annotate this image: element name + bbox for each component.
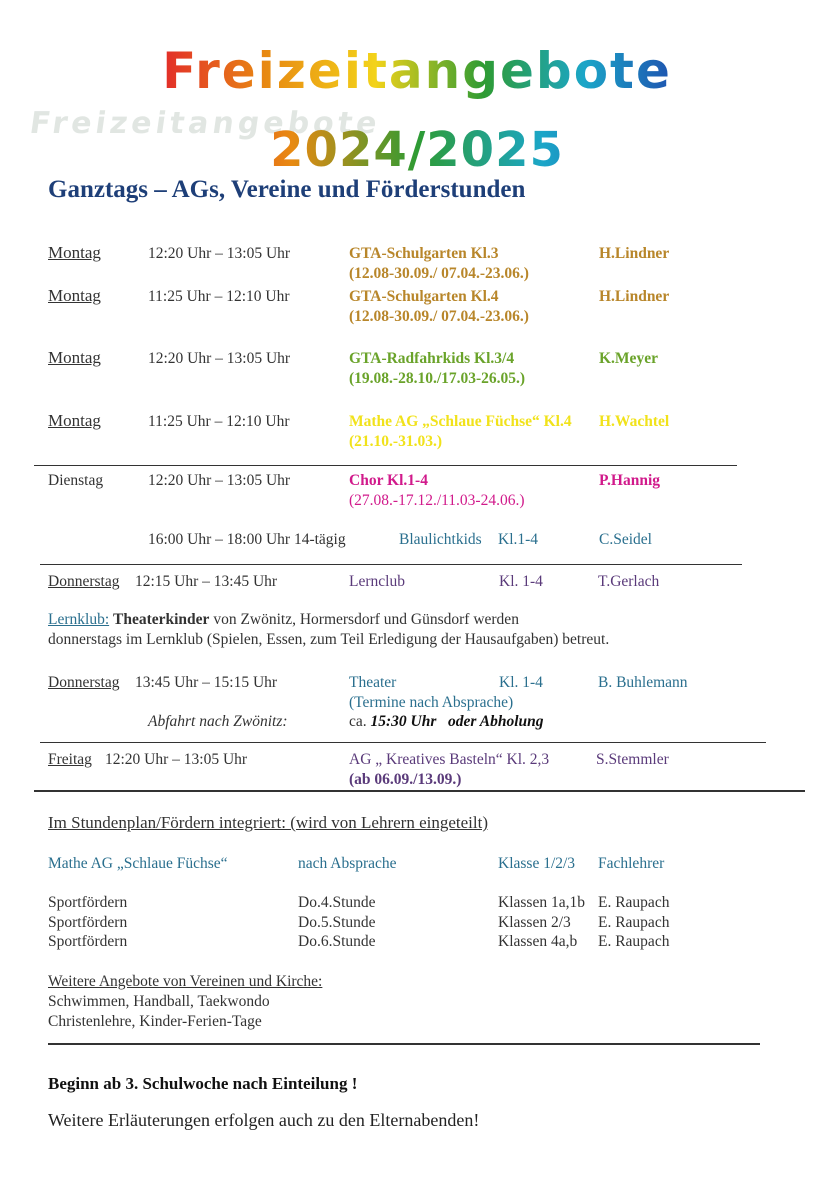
row4-time: 11:25 Uhr – 12:10 Uhr: [148, 413, 290, 430]
row5-time: 12:20 Uhr – 13:05 Uhr: [148, 472, 291, 489]
pickup-alt: oder Abholung: [448, 713, 544, 730]
row9-dates: (ab 06.09./13.09.): [349, 771, 462, 788]
divider: [48, 1043, 760, 1045]
divider: [34, 790, 805, 792]
row5-day: Dienstag: [48, 472, 104, 489]
row8-note: (Termine nach Absprache): [349, 694, 514, 711]
row1-offer: GTA-Schulgarten Kl.3: [349, 245, 499, 262]
row1-day: Montag: [48, 243, 101, 262]
row5-leader: P.Hannig: [599, 472, 661, 489]
row4-offer: Mathe AG „Schlaue Füchse“ Kl.4: [349, 413, 572, 430]
integrated-row-teacher: Fachlehrer: [598, 855, 665, 872]
row8-leader: B. Buhlemann: [598, 674, 688, 691]
integrated-heading: Im Stundenplan/Fördern integriert: (wird von Lehrern eingeteilt): [48, 813, 488, 832]
divider: [40, 742, 766, 743]
divider: [34, 465, 737, 466]
row9-time: 12:20 Uhr – 13:05 Uhr: [105, 751, 248, 768]
row4-dates: (21.10.-31.03.): [349, 433, 442, 450]
integrated-row-name: Sportfördern: [48, 894, 128, 911]
integrated-row-class: Klassen 2/3: [498, 914, 571, 931]
row2-dates: (12.08-30.09./ 07.04.-23.06.): [349, 308, 529, 325]
row7-day: Donnerstag: [48, 573, 120, 590]
row6-leader: C.Seidel: [599, 531, 652, 548]
row3-offer: GTA-Radfahrkids Kl.3/4: [349, 350, 515, 367]
row5-dates: (27.08.-17.12./11.03-24.06.): [349, 492, 525, 509]
row8-day: Donnerstag: [48, 674, 120, 691]
row4-leader: H.Wachtel: [599, 413, 670, 430]
integrated-row-name: Mathe AG „Schlaue Füchse“: [48, 855, 228, 872]
row8-class: Kl. 1-4: [499, 674, 543, 691]
lernklub-note-line2: donnerstags im Lernklub (Spielen, Essen, zum Teil Erledigung der Hausaufgaben) betreut.: [48, 631, 610, 648]
row1-dates: (12.08-30.09./ 07.04.-23.06.): [349, 265, 529, 282]
row3-dates: (19.08.-28.10./17.03-26.05.): [349, 370, 526, 387]
integrated-row-class: Klasse 1/2/3: [498, 855, 576, 872]
row1-time: 12:20 Uhr – 13:05 Uhr: [148, 245, 291, 262]
integrated-row-teacher: E. Raupach: [598, 914, 670, 931]
row6-class: Kl.1-4: [498, 531, 539, 548]
row7-offer: Lernclub: [349, 573, 405, 590]
integrated-row-class: Klassen 1a,1b: [498, 894, 585, 911]
row3-leader: K.Meyer: [599, 350, 658, 367]
divider: [40, 564, 742, 565]
pickup-label: Abfahrt nach Zwönitz:: [148, 713, 288, 730]
integrated-row-when: nach Absprache: [298, 855, 397, 872]
row1-leader: H.Lindner: [599, 245, 670, 262]
integrated-row-teacher: E. Raupach: [598, 894, 670, 911]
integrated-row-teacher: E. Raupach: [598, 933, 670, 950]
integrated-row-name: Sportfördern: [48, 933, 128, 950]
lernklub-label: Lernklub:: [48, 611, 110, 628]
row2-offer: GTA-Schulgarten Kl.4: [349, 288, 499, 305]
lernklub-note-line1: [48, 611, 519, 629]
row9-day: Freitag: [48, 751, 92, 768]
row7-class: Kl. 1-4: [499, 573, 543, 590]
integrated-row-when: Do.4.Stunde: [298, 894, 376, 911]
row2-day: Montag: [48, 286, 101, 305]
pickup-time: 15:30 Uhr: [370, 713, 437, 730]
row3-day: Montag: [48, 348, 101, 367]
integrated-row-when: Do.6.Stunde: [298, 933, 376, 950]
integrated-row-when: Do.5.Stunde: [298, 914, 376, 931]
pickup-ca: ca.: [349, 713, 367, 730]
row6-time: 16:00 Uhr – 18:00 Uhr 14-tägig: [148, 531, 346, 548]
row9-leader: S.Stemmler: [596, 751, 669, 768]
row5-offer: Chor Kl.1-4: [349, 472, 428, 489]
more-heading: Weitere Angebote von Vereinen und Kirche:: [48, 973, 323, 990]
page-subtitle: Ganztags – AGs, Vereine und Förderstunden: [48, 176, 526, 203]
row8-time: 13:45 Uhr – 15:15 Uhr: [135, 674, 278, 691]
start-notice: Beginn ab 3. Schulwoche nach Einteilung !: [48, 1074, 358, 1093]
page-year: 2024/2025: [0, 122, 834, 178]
row4-day: Montag: [48, 411, 101, 430]
row9-offer: AG „ Kreatives Basteln“ Kl. 2,3: [349, 751, 550, 768]
row2-time: 11:25 Uhr – 12:10 Uhr: [148, 288, 290, 305]
lernklub-bold: Theaterkinder: [113, 611, 210, 628]
pickup-info: [349, 713, 544, 731]
more-line2: Christenlehre, Kinder-Ferien-Tage: [48, 1013, 262, 1030]
integrated-row-name: Sportfördern: [48, 914, 128, 931]
row7-leader: T.Gerlach: [598, 573, 660, 590]
more-line1: Schwimmen, Handball, Taekwondo: [48, 993, 270, 1010]
row2-leader: H.Lindner: [599, 288, 670, 305]
page-title: Freizeitangebote: [0, 42, 834, 100]
lernklub-rest: von Zwönitz, Hormersdorf und Günsdorf werden: [209, 611, 519, 628]
parent-evening-note: Weitere Erläuterungen erfolgen auch zu den Elternabenden!: [48, 1110, 480, 1130]
row3-time: 12:20 Uhr – 13:05 Uhr: [148, 350, 291, 367]
row7-time: 12:15 Uhr – 13:45 Uhr: [135, 573, 278, 590]
row8-offer: Theater: [349, 674, 397, 691]
row6-offer: Blaulichtkids: [399, 531, 482, 548]
integrated-row-class: Klassen 4a,b: [498, 933, 578, 950]
